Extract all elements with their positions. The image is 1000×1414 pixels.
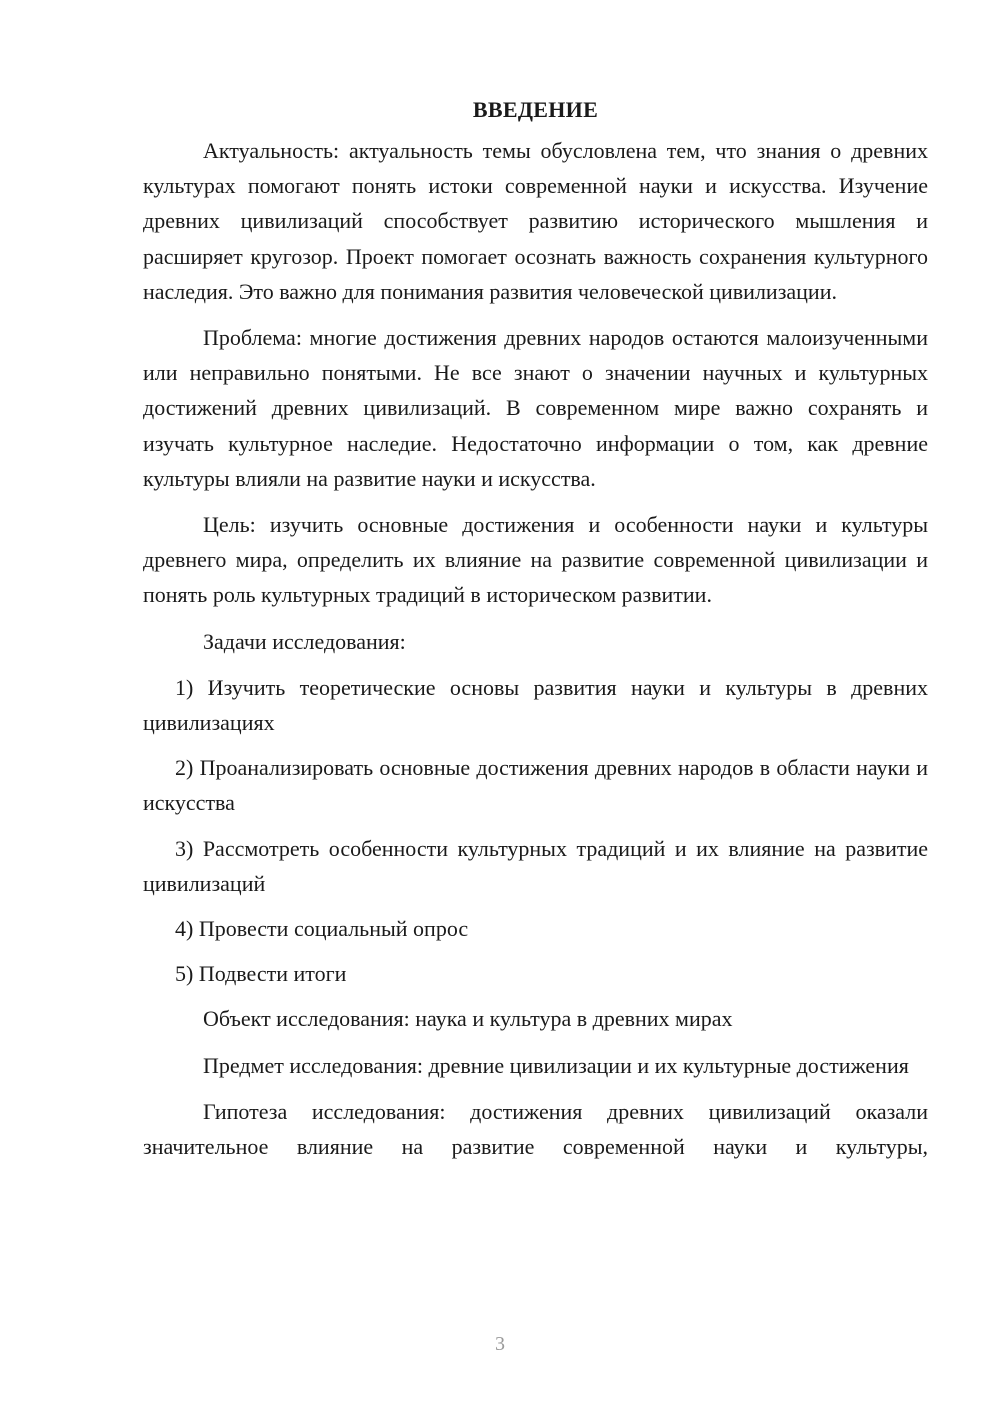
page-number: 3 [495, 1333, 505, 1355]
list-item: 1) Изучить теоретические основы развития науки и культуры в древних цивилизациях [143, 674, 928, 736]
section-heading: ВВЕДЕНИЕ [472, 97, 599, 122]
list-item: 5) Подвести итоги [175, 961, 347, 987]
paragraph-relevance: Актуальность: актуальность темы обусловлена тем, что знания о древних культурах помогают понять истоки современной науки и искусства. Изучение древних цивилизаций способствует развитию исторического мышления и расширяет кругозор. Проект помогает осознать важность сохранения культурного наследия. Это важно для понимания развития человеческой цивилизации. [143, 138, 928, 304]
paragraph-goal: Цель: изучить основные достижения и особенности науки и культуры древнего мира, определить их влияние на развитие современной цивилизации и понять роль культурных традиций в историческом развитии. [143, 512, 928, 608]
list-item: 3) Рассмотреть особенности культурных традиций и их влияние на развитие цивилизаций [143, 835, 928, 896]
paragraph-subject: Предмет исследования: древние цивилизации и их культурные достижения [203, 1052, 909, 1078]
list-item: 2) Проанализировать основные достижения древних народов в области науки и искусства [143, 755, 928, 816]
tasks-list [143, 670, 928, 992]
list-item: 4) Провести социальный опрос [175, 916, 469, 942]
paragraph-tasks-title: Задачи исследования: [203, 628, 406, 654]
paragraph-object: Объект исследования: наука и культура в древних мирах [203, 1006, 733, 1032]
document-page [143, 95, 928, 1175]
paragraph-problem: Проблема: многие достижения древних народов остаются малоизученными или неправильно понятыми. Не все знают о значении научных и культурных достижений древних цивилизаций. В современном мире важно сохранять и изучать культурное наследие. Недостаточно информации о том, как древние культуры влияли на развитие науки и искусства. [143, 325, 928, 491]
paragraph-hypothesis: Гипотеза исследования: достижения древних цивилизаций оказали значительное влияние на развитие современной науки и культуры, [143, 1098, 928, 1160]
